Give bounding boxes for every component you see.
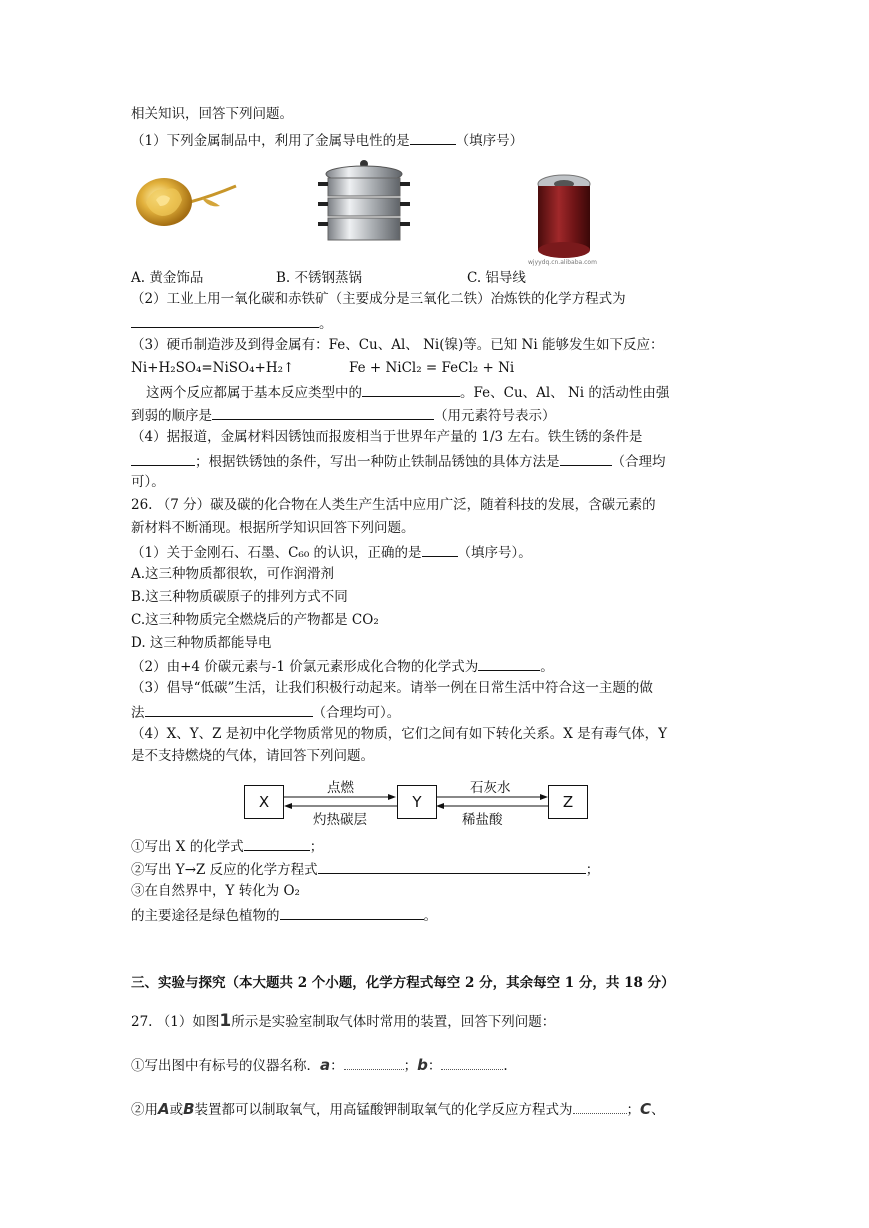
q27-head: [131, 1012, 555, 1031]
option-b-label: B. 不锈钢蒸锅: [276, 270, 363, 286]
or-text: 或: [169, 1102, 184, 1118]
label-B: B: [183, 1100, 195, 1118]
q25-part1-text: （1）下列金属制品中，利用了金属导电性的是: [131, 133, 410, 149]
equation-nickel-acid: Ni+H₂SO₄=NiSO₄+H₂↑: [131, 360, 295, 376]
q25-part4-d: 可）。: [131, 474, 165, 490]
equation-iron-nickel: Fe + NiCl₂ = FeCl₂ + Ni: [348, 360, 515, 376]
q27-head-b-text: 所示是实验室制取气体时常用的装置，回答下列问题：: [231, 1014, 556, 1030]
reaction-type-blank[interactable]: [362, 382, 460, 397]
q26-sub3-end: 。: [423, 908, 437, 924]
formula-blank[interactable]: [478, 656, 540, 671]
q26-part4: （4）X、Y、Z 是初中化学物质常见的物质，它们之间有如下转化关系。X 是有毒气体，Y: [131, 726, 668, 742]
option-c-label: C. 铝导线: [467, 270, 526, 286]
section-3-title: 三、实验与探究（本大题共 2 个小题，化学方程式每空 2 分，其余每空 1 分，共 18 分）: [131, 975, 675, 991]
q25-part1-tail: （填序号）: [455, 133, 524, 149]
colon-a: ：: [330, 1058, 344, 1074]
q26-option-b: B.这三种物质碳原子的排列方式不同: [131, 589, 348, 605]
box-y: Y: [397, 785, 437, 819]
q26-sub2-end: ；: [585, 862, 600, 878]
arrow-label-hcl: 稀盐酸: [462, 812, 503, 828]
q25-part3-c-text: 。Fe、Cu、Al、 Ni 的活动性由强: [460, 385, 670, 401]
q27-sub2-b-text: 装置都可以制取氧气，用高锰酸钾制取氧气的化学反应方程式为: [194, 1102, 573, 1118]
option-a-label: A. 黄金饰品: [131, 270, 204, 286]
rust-prevention-blank[interactable]: [560, 451, 612, 466]
arrow-label-limewater: 石灰水: [470, 780, 511, 796]
q25-part2-answer: [131, 313, 333, 333]
arrow-label-ignite: 点燃: [327, 780, 354, 796]
q26-part4-b: 是不支持燃烧的气体，请回答下列问题。: [131, 748, 374, 764]
x-formula-blank[interactable]: [244, 836, 310, 851]
q26-part1-tail: （填序号）。: [457, 545, 532, 561]
yz-equation-blank[interactable]: [318, 859, 586, 874]
q25-part2: （2）工业上用一氧化碳和赤铁矿（主要成分是三氧化二铁）冶炼铁的化学方程式为: [131, 291, 626, 307]
label-A: A: [158, 1100, 170, 1118]
q25-intro: 相关知识，回答下列问题。: [131, 106, 293, 122]
q26-sub3-b-text: 的主要途径是绿色植物的: [131, 908, 280, 924]
q25-equations: [131, 359, 514, 377]
q26-part3-b-text: 法: [131, 705, 145, 721]
box-x: X: [244, 785, 284, 819]
q26-part2-text: （2）由+4 价碳元素与-1 价氯元素形成化合物的化学式为: [131, 659, 479, 675]
gold-rose-image: [132, 172, 238, 232]
q27-sub2-end: 、: [651, 1102, 665, 1118]
q25-part4: （4）据报道，金属材料因锈蚀而报废相当于世界年产量的 1/3 左右。铁生锈的条件是: [131, 429, 643, 445]
activity-order-blank[interactable]: [212, 405, 434, 420]
q25-part4-b-text: ；根据铁锈蚀的条件，写出一种防止铁制品锈蚀的具体方法是: [195, 454, 560, 470]
label-a: a: [320, 1056, 331, 1074]
q26-part2-end: 。: [540, 659, 554, 675]
q27-sub1-text: ①写出图中有标号的仪器名称．: [131, 1058, 320, 1074]
rust-condition-blank[interactable]: [131, 451, 195, 466]
label-C: C: [640, 1100, 652, 1118]
q25-part1: [131, 130, 523, 150]
q26-sub1-text: ①写出 X 的化学式: [131, 839, 244, 855]
q26-sub3-b: [131, 905, 437, 925]
kmno4-equation-blank[interactable]: [573, 1099, 627, 1114]
photosynthesis-blank[interactable]: [280, 905, 424, 920]
q26-sub1: [131, 836, 323, 856]
q26-sub1-end: ；: [309, 839, 324, 855]
steamer-pot-image: [314, 158, 414, 248]
q25-part2-end: 。: [319, 316, 333, 332]
q27-sub2-text: ②用: [131, 1102, 158, 1118]
instrument-b-blank[interactable]: [441, 1055, 503, 1070]
q25-part3-b: [146, 382, 669, 402]
figure-number: 1: [219, 1011, 232, 1031]
q25-part3-e-text: （用元素符号表示）: [434, 408, 556, 424]
arrow-label-hot-carbon: 灼热碳层: [313, 812, 367, 828]
instrument-a-blank[interactable]: [344, 1055, 404, 1070]
q25-part4-c-text: （合理均: [611, 454, 666, 470]
q26-head: 26. （7 分）碳及碳的化合物在人类生产生活中应用广泛，随着科技的发展，含碳元素的: [131, 497, 656, 513]
q26-option-d: D. 这三种物质都能导电: [131, 635, 272, 651]
q26-head2: 新材料不断涌现。根据所学知识回答下列问题。: [131, 520, 415, 536]
q26-option-a: A.这三种物质都很软，可作润滑剂: [131, 566, 335, 582]
q25-part3-d: [131, 405, 556, 425]
q26-part1-text: （1）关于金刚石、石墨、C₆₀ 的认识，正确的是: [131, 545, 422, 561]
q26-part3-c-text: （合理均可）。: [312, 705, 401, 721]
q27-sub1-end: .: [503, 1058, 508, 1074]
label-b: b: [417, 1056, 428, 1074]
q25-part4-b: [131, 451, 666, 471]
spool-watermark: wjyydq.cn.alibaba.com: [528, 259, 597, 266]
q25-part2-blank[interactable]: [131, 313, 319, 328]
q26-part3: （3）倡导“低碳”生活，让我们积极行动起来。请举一例在日常生活中符合这一主题的做: [131, 680, 653, 696]
q27-sub2-sep: ；: [626, 1102, 641, 1118]
q27-head-text: 27. （1）如图: [131, 1014, 220, 1030]
q25-part3: （3）硬币制造涉及到得金属有：Fe、Cu、Al、 Ni(镍)等。已知 Ni 能够发生如下反应：: [131, 337, 664, 353]
q26-sub2-text: ②写出 Y→Z 反应的化学方程式: [131, 862, 318, 878]
box-z: Z: [548, 785, 588, 819]
q25-part3-d-text: 到弱的顺序是: [131, 408, 212, 424]
q27-sub2: [131, 1099, 665, 1119]
low-carbon-blank[interactable]: [145, 702, 313, 717]
q26-part2: [131, 656, 554, 676]
q26-part1: [131, 542, 532, 562]
q25-part1-blank[interactable]: [410, 130, 456, 145]
q26-sub3: ③在自然界中，Y 转化为 O₂: [131, 883, 300, 899]
copper-wire-spool-image: [522, 172, 612, 268]
colon-b: ：: [427, 1058, 442, 1074]
q26-part1-blank[interactable]: [422, 542, 458, 557]
separator: ；: [403, 1058, 418, 1074]
q26-sub2: [131, 859, 599, 879]
q25-part3-b-text: 这两个反应都属于基本反应类型中的: [146, 385, 362, 401]
q26-part3-b: [131, 702, 400, 722]
q26-option-c: C.这三种物质完全燃烧后的产物都是 CO₂: [131, 612, 379, 628]
q27-sub1: [131, 1055, 508, 1075]
